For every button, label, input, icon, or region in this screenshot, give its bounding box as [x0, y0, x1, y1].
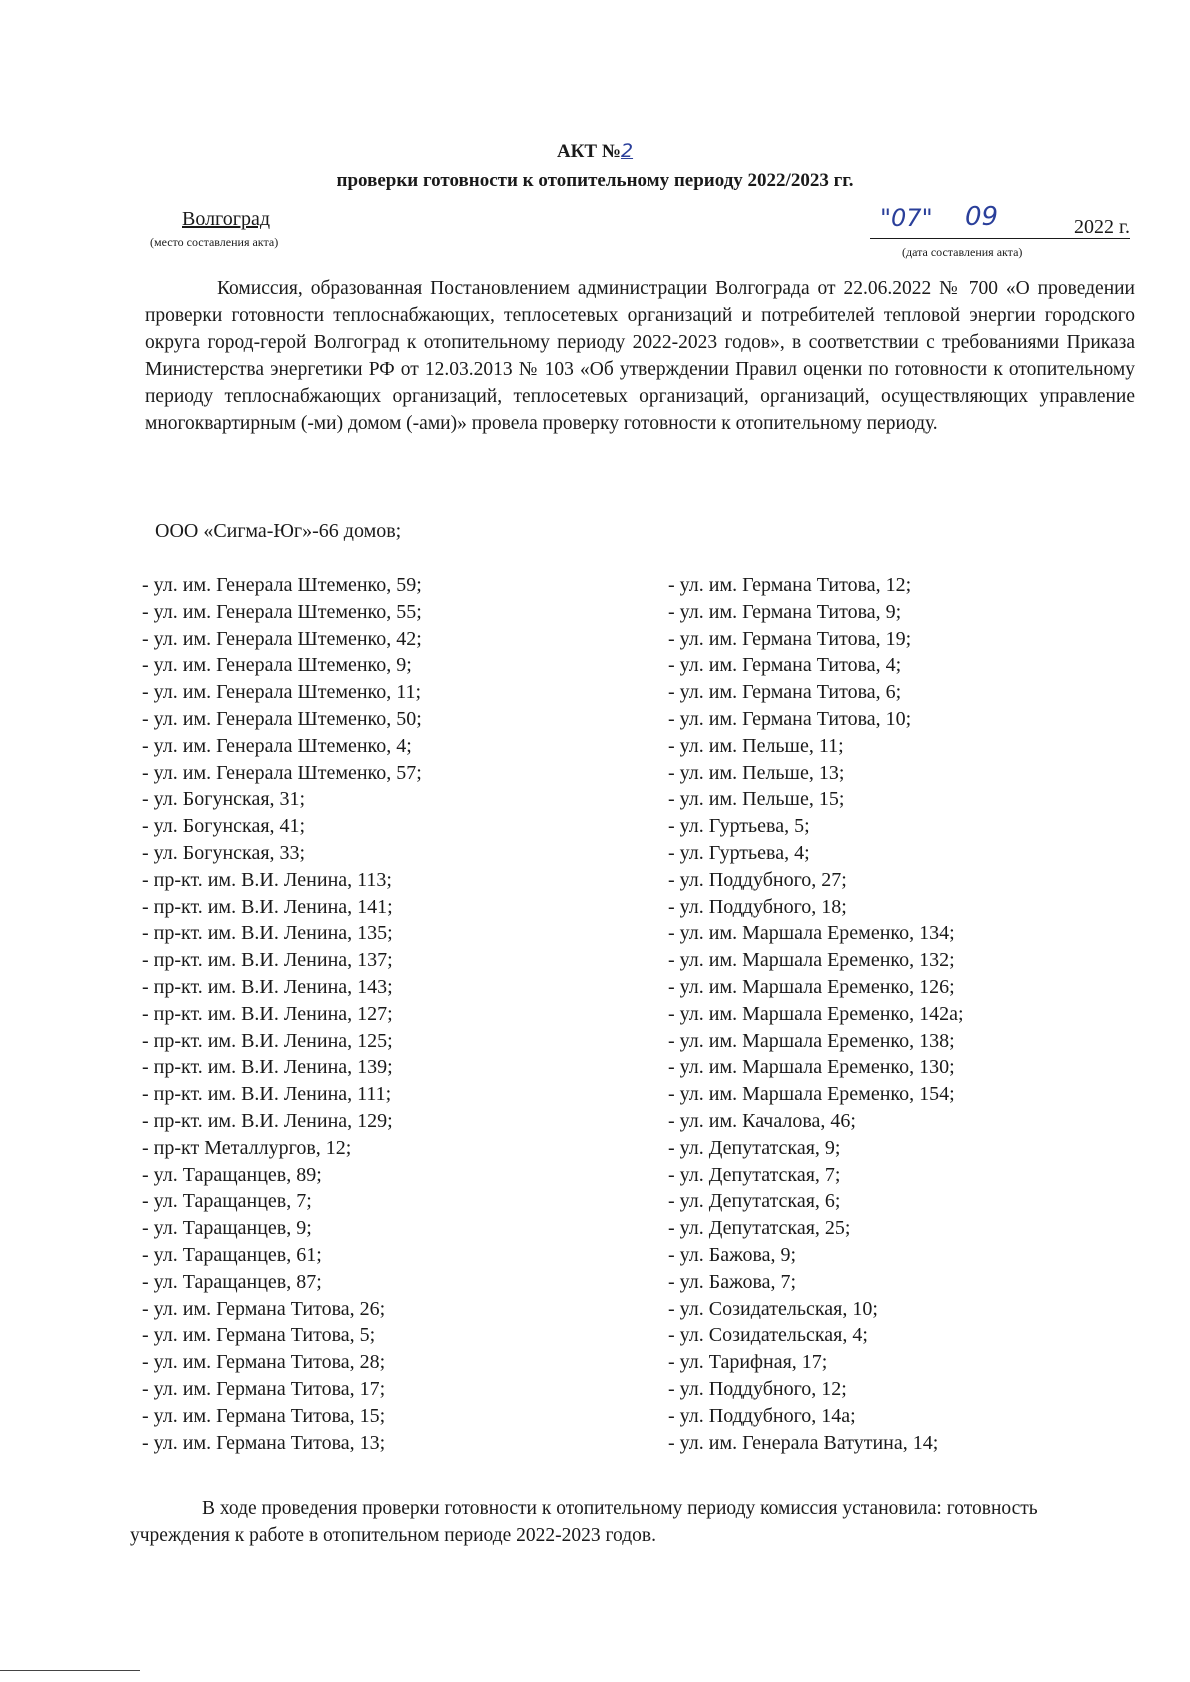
- address-list-right: [668, 572, 964, 1456]
- place-caption: (место составления акта): [150, 235, 279, 249]
- address-item: - пр-кт. им. В.И. Ленина, 125;: [142, 1029, 393, 1052]
- address-item: - ул. Поддубного, 18;: [668, 895, 847, 918]
- address-item: - ул. им. Генерала Штеменко, 57;: [142, 761, 422, 784]
- address-item: - ул. Богунская, 31;: [142, 788, 306, 811]
- address-item: - пр-кт. им. В.И. Ленина, 135;: [142, 922, 393, 945]
- address-item: - пр-кт. им. В.И. Ленина, 111;: [142, 1083, 392, 1106]
- date-line: [870, 202, 1130, 239]
- act-number-handwritten: 2: [620, 140, 634, 162]
- address-item: - ул. им. Германа Титова, 12;: [668, 574, 912, 596]
- address-item: - ул. Депутатская, 6;: [668, 1190, 841, 1213]
- address-item: - ул. Бажова, 9;: [668, 1243, 797, 1266]
- address-item: - ул. Таращанцев, 9;: [142, 1217, 312, 1240]
- address-item: - пр-кт. им. В.И. Ленина, 129;: [142, 1109, 393, 1132]
- address-item: - ул. Тарифная, 17;: [668, 1351, 828, 1374]
- date-year: 2022 г.: [1074, 216, 1130, 238]
- commission-paragraph: Комиссия, образованная Постановлением администрации Волгограда от 22.06.2022 № 700 «О проведении проверки готовности теплоснабжающих, теплосетевых организаций и потребителей тепловой энергии городского округа город-герой Волгоград к отопительному периоду 2022-2023 годов», в соответствии с требованиями Приказа Министерства энергетики РФ от 12.03.2013 № 103 «Об утверждении Правил оценки по готовности к отопительному периоду теплоснабжающих организаций, теплосетевых организаций, организаций, осуществляющих управление многоквартирным (-ми) домом (-ами)» провела проверку готовности к отопительному периоду.: [145, 278, 1135, 434]
- act-title-prefix: АКТ №: [556, 141, 621, 162]
- act-title: [0, 140, 1190, 163]
- address-item: - ул. Таращанцев, 87;: [142, 1270, 322, 1293]
- address-item: - ул. им. Германа Титова, 15;: [142, 1404, 386, 1427]
- address-item: - ул. Таращанцев, 7;: [142, 1190, 312, 1213]
- address-item: - ул. Поддубного, 27;: [668, 868, 847, 891]
- address-item: - ул. Богунская, 41;: [142, 815, 306, 838]
- address-item: - ул. им. Качалова, 46;: [668, 1109, 856, 1132]
- address-item: - ул. им. Германа Титова, 28;: [142, 1351, 386, 1374]
- address-item: - ул. им. Маршала Еременко, 138;: [668, 1029, 955, 1052]
- address-item: - ул. им. Генерала Штеменко, 42;: [142, 627, 422, 650]
- address-item: - ул. Поддубного, 12;: [668, 1377, 847, 1400]
- address-item: - ул. им. Германа Титова, 17;: [142, 1377, 386, 1400]
- address-item: - ул. Созидательская, 4;: [668, 1324, 868, 1347]
- address-item: - ул. им. Германа Титова, 5;: [142, 1324, 376, 1347]
- address-list-left: [142, 572, 422, 1456]
- address-item: - ул. им. Маршала Еременко, 132;: [668, 949, 955, 972]
- address-item: - ул. им. Генерала Штеменко, 55;: [142, 600, 422, 623]
- address-item: - ул. Таращанцев, 61;: [142, 1243, 322, 1266]
- date-day-handwritten: "07": [880, 204, 933, 232]
- place-value: Волгоград: [182, 208, 271, 230]
- address-item: - ул. Поддубного, 14а;: [668, 1404, 856, 1427]
- address-item: - ул. им. Генерала Ватутина, 14;: [668, 1431, 939, 1454]
- address-item: - пр-кт Металлургов, 12;: [142, 1136, 352, 1159]
- address-item: - ул. им. Маршала Еременко, 126;: [668, 975, 955, 998]
- address-item: - ул. им. Пельше, 15;: [668, 788, 845, 811]
- address-item: - ул. Депутатская, 7;: [668, 1163, 841, 1186]
- address-item: - ул. им. Генерала Штеменко, 9;: [142, 654, 412, 677]
- address-item: - ул. им. Генерала Штеменко, 59;: [142, 574, 422, 596]
- address-item: - ул. Гуртьева, 4;: [668, 841, 810, 864]
- address-item: - ул. им. Генерала Штеменко, 50;: [142, 707, 422, 730]
- address-item: - ул. Таращанцев, 89;: [142, 1163, 322, 1186]
- address-item: - ул. им. Германа Титова, 19;: [668, 627, 912, 650]
- address-item: - ул. им. Маршала Еременко, 154;: [668, 1083, 955, 1106]
- address-item: - ул. им. Германа Титова, 9;: [668, 600, 902, 623]
- address-item: - ул. Гуртьева, 5;: [668, 815, 810, 838]
- address-item: - пр-кт. им. В.И. Ленина, 127;: [142, 1002, 393, 1025]
- address-item: - пр-кт. им. В.И. Ленина, 113;: [142, 868, 392, 891]
- act-subtitle: проверки готовности к отопительному периоду 2022/2023 гг.: [336, 170, 854, 191]
- address-item: - пр-кт. им. В.И. Ленина, 137;: [142, 949, 393, 972]
- address-item: - ул. им. Маршала Еременко, 142а;: [668, 1002, 964, 1025]
- address-item: - ул. Богунская, 33;: [142, 841, 306, 864]
- address-item: - ул. им. Генерала Штеменко, 11;: [142, 681, 422, 704]
- address-item: - ул. им. Германа Титова, 10;: [668, 707, 912, 730]
- date-caption: (дата составления акта): [902, 245, 1023, 259]
- address-item: - ул. Депутатская, 25;: [668, 1217, 851, 1240]
- address-item: - ул. им. Маршала Еременко, 134;: [668, 922, 955, 945]
- address-item: - ул. им. Пельше, 13;: [668, 761, 845, 784]
- address-item: - ул. им. Германа Титова, 26;: [142, 1297, 386, 1320]
- address-item: - пр-кт. им. В.И. Ленина, 141;: [142, 895, 393, 918]
- address-item: - ул. Депутатская, 9;: [668, 1136, 841, 1159]
- date-month-handwritten: 09: [965, 202, 999, 232]
- address-item: - ул. им. Генерала Штеменко, 4;: [142, 734, 412, 757]
- address-item: - пр-кт. им. В.И. Ленина, 143;: [142, 975, 393, 998]
- conclusion-paragraph: В ходе проведения проверки готовности к отопительному периоду комиссия установила: готовность учреждения к работе в отопительном периоде 2022-2023 годов.: [130, 1498, 1038, 1546]
- organization-line: ООО «Сигма-Юг»-66 домов;: [155, 520, 402, 542]
- address-item: - ул. им. Германа Титова, 6;: [668, 681, 902, 704]
- address-item: - ул. им. Маршала Еременко, 130;: [668, 1056, 955, 1079]
- address-item: - ул. Созидательская, 10;: [668, 1297, 878, 1320]
- address-item: - ул. им. Пельше, 11;: [668, 734, 844, 757]
- address-item: - ул. им. Германа Титова, 13;: [142, 1431, 386, 1454]
- address-item: - ул. Бажова, 7;: [668, 1270, 797, 1293]
- address-item: - ул. им. Германа Титова, 4;: [668, 654, 902, 677]
- scan-edge-line: [0, 1670, 140, 1671]
- address-item: - пр-кт. им. В.И. Ленина, 139;: [142, 1056, 393, 1079]
